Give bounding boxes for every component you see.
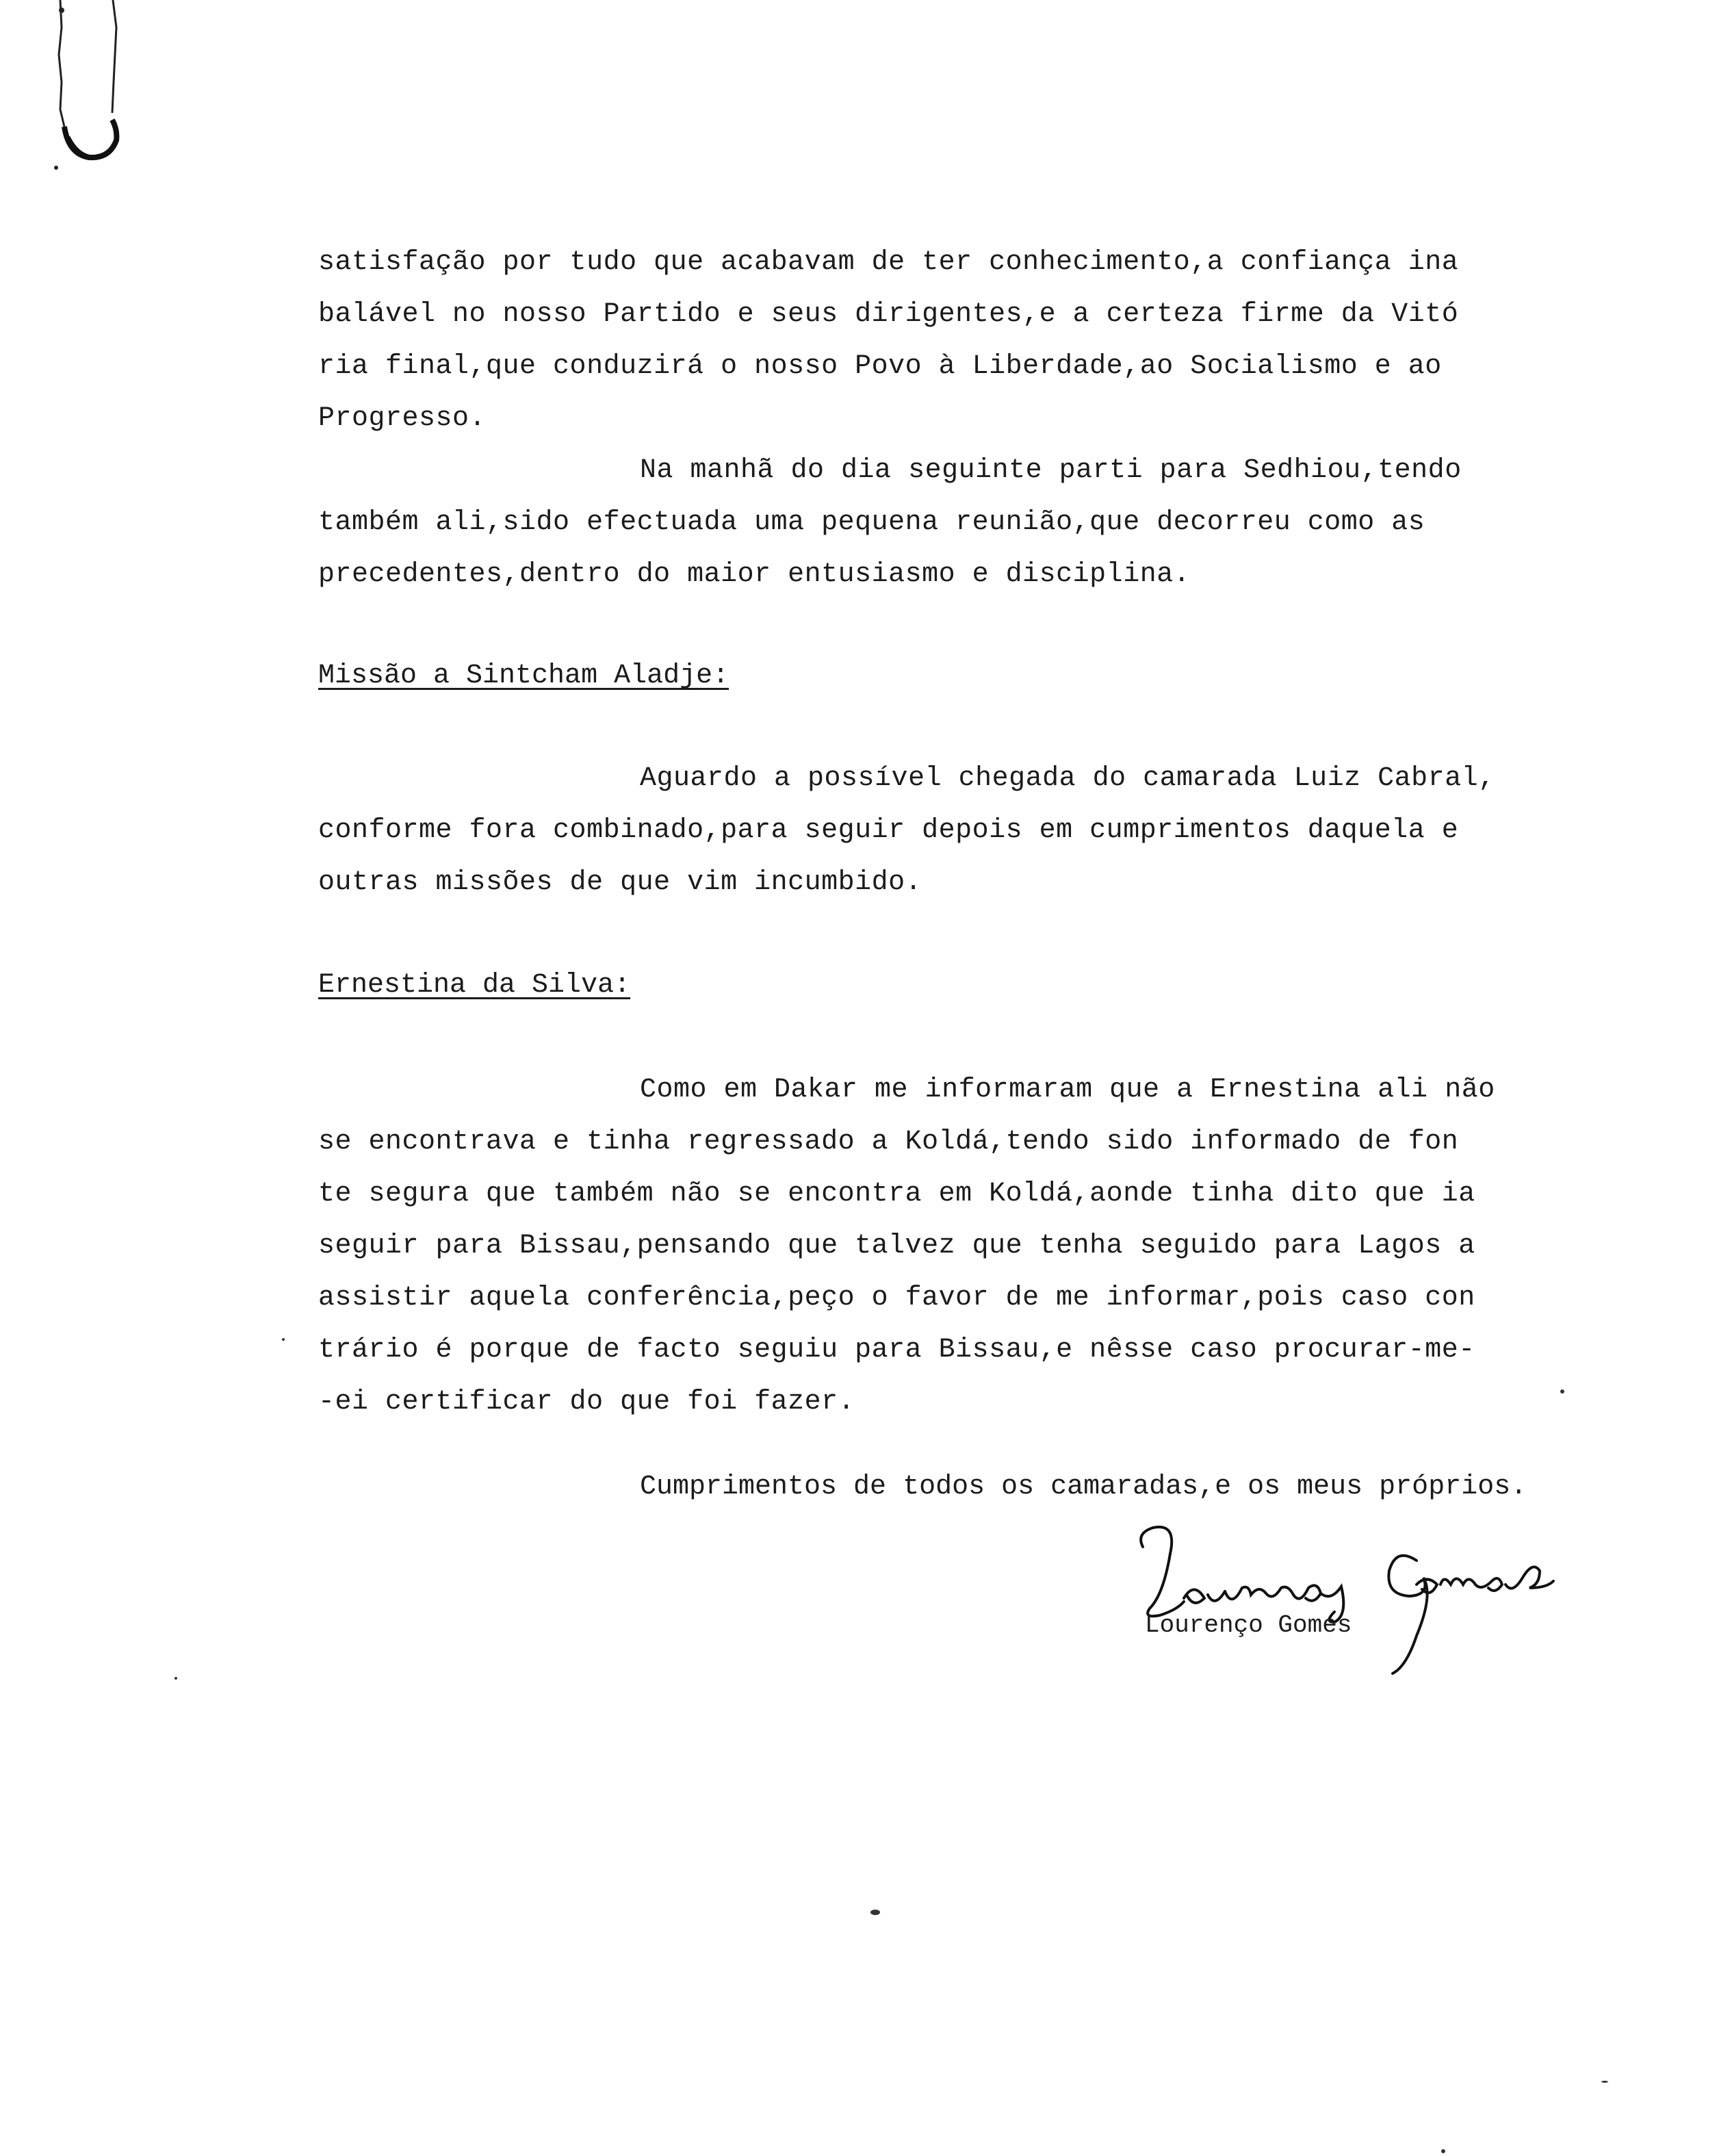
handwritten-signature xyxy=(1129,1519,1581,1677)
text-line: balável no nosso Partido e seus dirigentes,e a certeza firme da Vitó xyxy=(318,299,1459,330)
closing-line: Cumprimentos de todos os camaradas,e os meus próprios. xyxy=(640,1472,1527,1502)
text-line: conforme fora combinado,para seguir depois em cumprimentos daquela e xyxy=(318,815,1459,846)
text-line: ria final,que conduzirá o nosso Povo à Liberdade,ao Socialismo e ao xyxy=(318,351,1442,382)
paragraph-sedhiou xyxy=(318,445,1591,601)
paragraph-missao xyxy=(318,753,1591,909)
text-line: precedentes,dentro do maior entusiasmo e disciplina. xyxy=(318,559,1191,590)
paragraph-ernestina xyxy=(318,1064,1591,1428)
text-line: trário é porque de facto seguiu para Bissau,e nêsse caso procurar-me- xyxy=(318,1335,1475,1365)
paragraph-satisfacao xyxy=(318,237,1591,445)
text-line: Progresso. xyxy=(318,403,487,434)
text-line: também ali,sido efectuada uma pequena reunião,que decorreu como as xyxy=(318,507,1425,538)
section-heading-ernestina: Ernestina da Silva: xyxy=(318,970,631,1001)
text-line: assistir aquela conferência,peço o favor de me informar,pois caso con xyxy=(318,1283,1475,1313)
text-line: Aguardo a possível chegada do camarada Luiz Cabral, xyxy=(640,763,1495,794)
text-line: Como em Dakar me informaram que a Ernestina ali não xyxy=(640,1075,1495,1105)
section-heading-missao: Missão a Sintcham Aladje: xyxy=(318,660,729,691)
scan-speck xyxy=(1560,1389,1564,1394)
scan-speck xyxy=(1601,2081,1608,2083)
scan-speck xyxy=(282,1338,285,1341)
scan-speck xyxy=(1441,2149,1445,2153)
scan-speck xyxy=(175,1677,177,1680)
text-line: te segura que também não se encontra em Koldá,aonde tinha dito que ia xyxy=(318,1179,1475,1209)
text-line: satisfação por tudo que acabavam de ter conhecimento,a confiança ina xyxy=(318,247,1459,278)
signatory-name: Lourenço Gomes xyxy=(1145,1611,1352,1639)
text-line: se encontrava e tinha regressado a Koldá,tendo sido informado de fon xyxy=(318,1127,1459,1157)
binder-clip-mark xyxy=(41,0,137,185)
text-line: Na manhã do dia seguinte parti para Sedhiou,tendo xyxy=(640,455,1462,486)
text-line: outras missões de que vim incumbido. xyxy=(318,867,922,898)
text-line: seguir para Bissau,pensando que talvez que tenha seguido para Lagos a xyxy=(318,1231,1475,1261)
text-line: -ei certificar do que foi fazer. xyxy=(318,1387,855,1417)
scan-speck xyxy=(870,1910,880,1915)
